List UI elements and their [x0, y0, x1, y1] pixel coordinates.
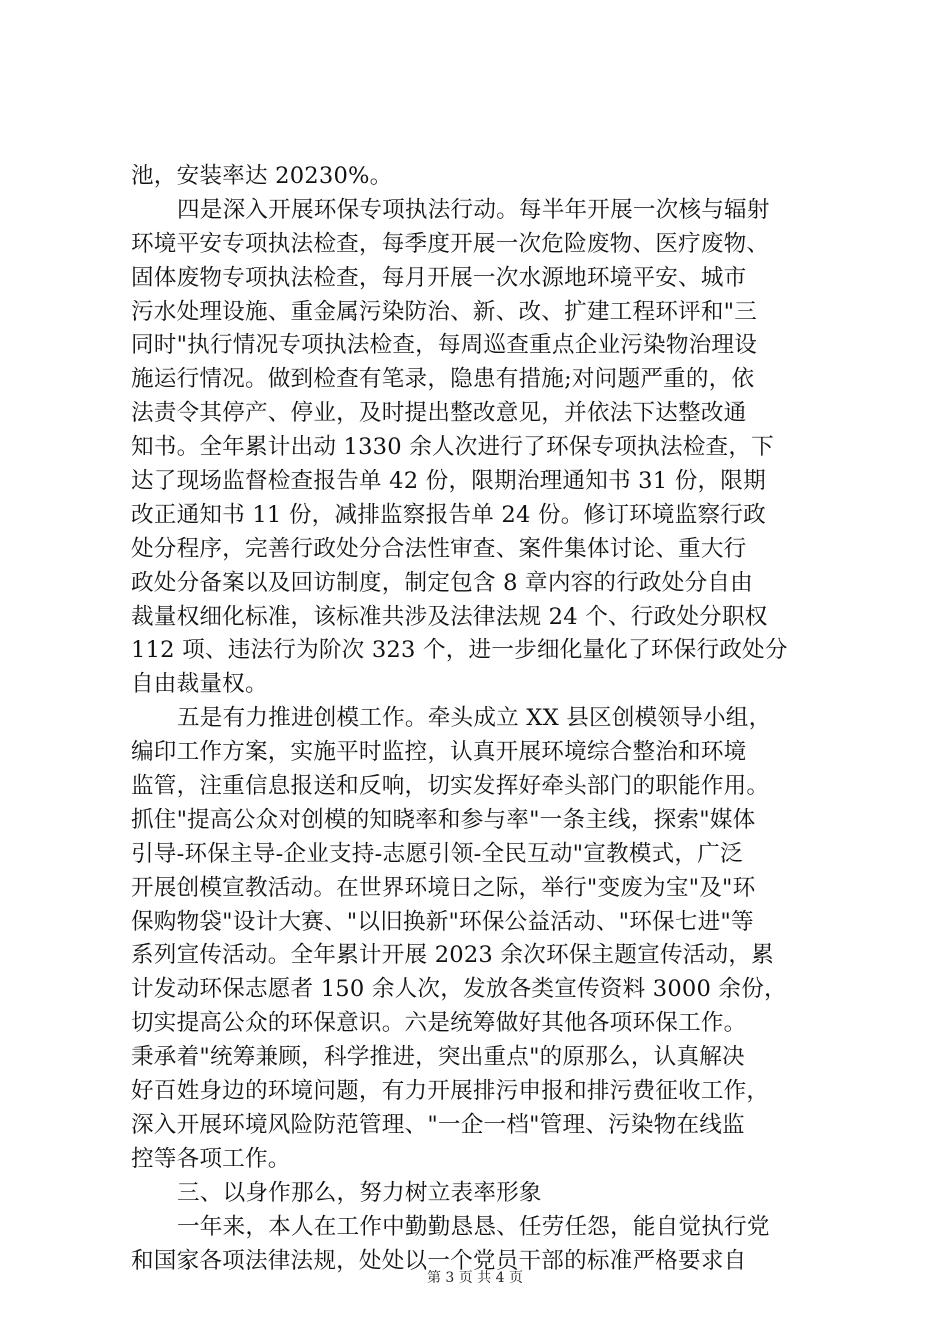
text-line: 控等各项工作。: [131, 1145, 291, 1172]
text-line: 和国家各项法律法规，处处以一个党员干部的标准严格要求自: [131, 1247, 747, 1274]
text-line: 秉承着"统筹兼顾，科学推进，突出重点"的原那么，认真解决: [131, 1044, 745, 1071]
text-line: 政处分备案以及回访制度，制定包含 8 章内容的行政处分自由: [131, 569, 753, 596]
text-line: 计发动环保志愿者 150 余人次，发放各类宣传资料 3000 余份，: [131, 976, 787, 1003]
text-line: 引导-环保主导-企业支持-志愿引领-全民互动"宣教模式，广泛: [131, 840, 743, 867]
document-body: [131, 160, 831, 1278]
text-line: 处分程序，完善行政处分合法性审查、案件集体讨论、重大行: [131, 535, 747, 562]
text-line: 法责令其停产、停业，及时提出整改意见，并依法下达整改通: [131, 400, 747, 427]
page-footer: 第 3 页 共 4 页: [426, 1270, 524, 1286]
text-line: 一年来，本人在工作中勤勤恳恳、任劳任怨，能自觉执行党: [177, 1213, 770, 1240]
text-line: 切实提高公众的环保意识。六是统筹做好其他各项环保工作。: [131, 1010, 747, 1037]
text-line: 污水处理设施、重金属污染防治、新、改、扩建工程环评和"三: [131, 298, 758, 325]
text-line: 好百姓身边的环境问题，有力开展排污申报和排污费征收工作，: [131, 1078, 770, 1105]
text-line: 改正通知书 11 份，减排监察报告单 24 份。修订环境监察行政: [131, 501, 766, 528]
text-line: 施运行情况。做到检查有笔录，隐患有措施;对问题严重的，依: [131, 366, 755, 393]
text-line: 环境平安专项执法检查，每季度开展一次危险废物、医疗废物、: [131, 230, 770, 257]
text-line: 编印工作方案，实施平时监控，认真开展环境综合整治和环境: [131, 739, 747, 766]
text-line: 自由裁量权。: [131, 671, 268, 698]
text-line: 开展创模宣教活动。在世界环境日之际，举行"变废为宝"及"环: [131, 874, 756, 901]
text-line: 池，安装率达 20230%。: [131, 163, 393, 189]
text-line: 三、以身作那么，努力树立表率形象: [177, 1179, 542, 1206]
text-line: 系列宣传活动。全年累计开展 2023 余次环保主题宣传活动，累: [131, 942, 774, 969]
text-line: 抓住"提高公众对创模的知晓率和参与率"一条主线，探索"媒体: [131, 806, 756, 833]
text-line: 知书。全年累计出动 1330 余人次进行了环保专项执法检查，下: [131, 434, 774, 461]
text-line: 达了现场监督检查报告单 42 份，限期治理通知书 31 份，限期: [131, 468, 766, 495]
text-line: 五是有力推进创模工作。牵头成立 XX 县区创模领导小组，: [177, 705, 772, 732]
text-line: 监管，注重信息报送和反响，切实发挥好牵头部门的职能作用。: [131, 773, 770, 800]
text-line: 保购物袋"设计大赛、"以旧换新"环保公益活动、"环保七进"等: [131, 908, 754, 935]
text-line: 裁量权细化标准，该标准共涉及法律法规 24 个、行政处分职权: [131, 603, 768, 630]
text-line: 深入开展环境风险防范管理、"一企一档"管理、污染物在线监: [131, 1111, 745, 1138]
text-line: 同时"执行情况专项执法检查，每周巡查重点企业污染物治理设: [131, 332, 758, 359]
text-line: 四是深入开展环保专项执法行动。每半年开展一次核与辐射: [177, 196, 770, 223]
text-line: 112 项、违法行为阶次 323 个，进一步细化量化了环保行政处分: [131, 637, 788, 664]
text-line: 固体废物专项执法检查，每月开展一次水源地环境平安、城市: [131, 264, 747, 291]
